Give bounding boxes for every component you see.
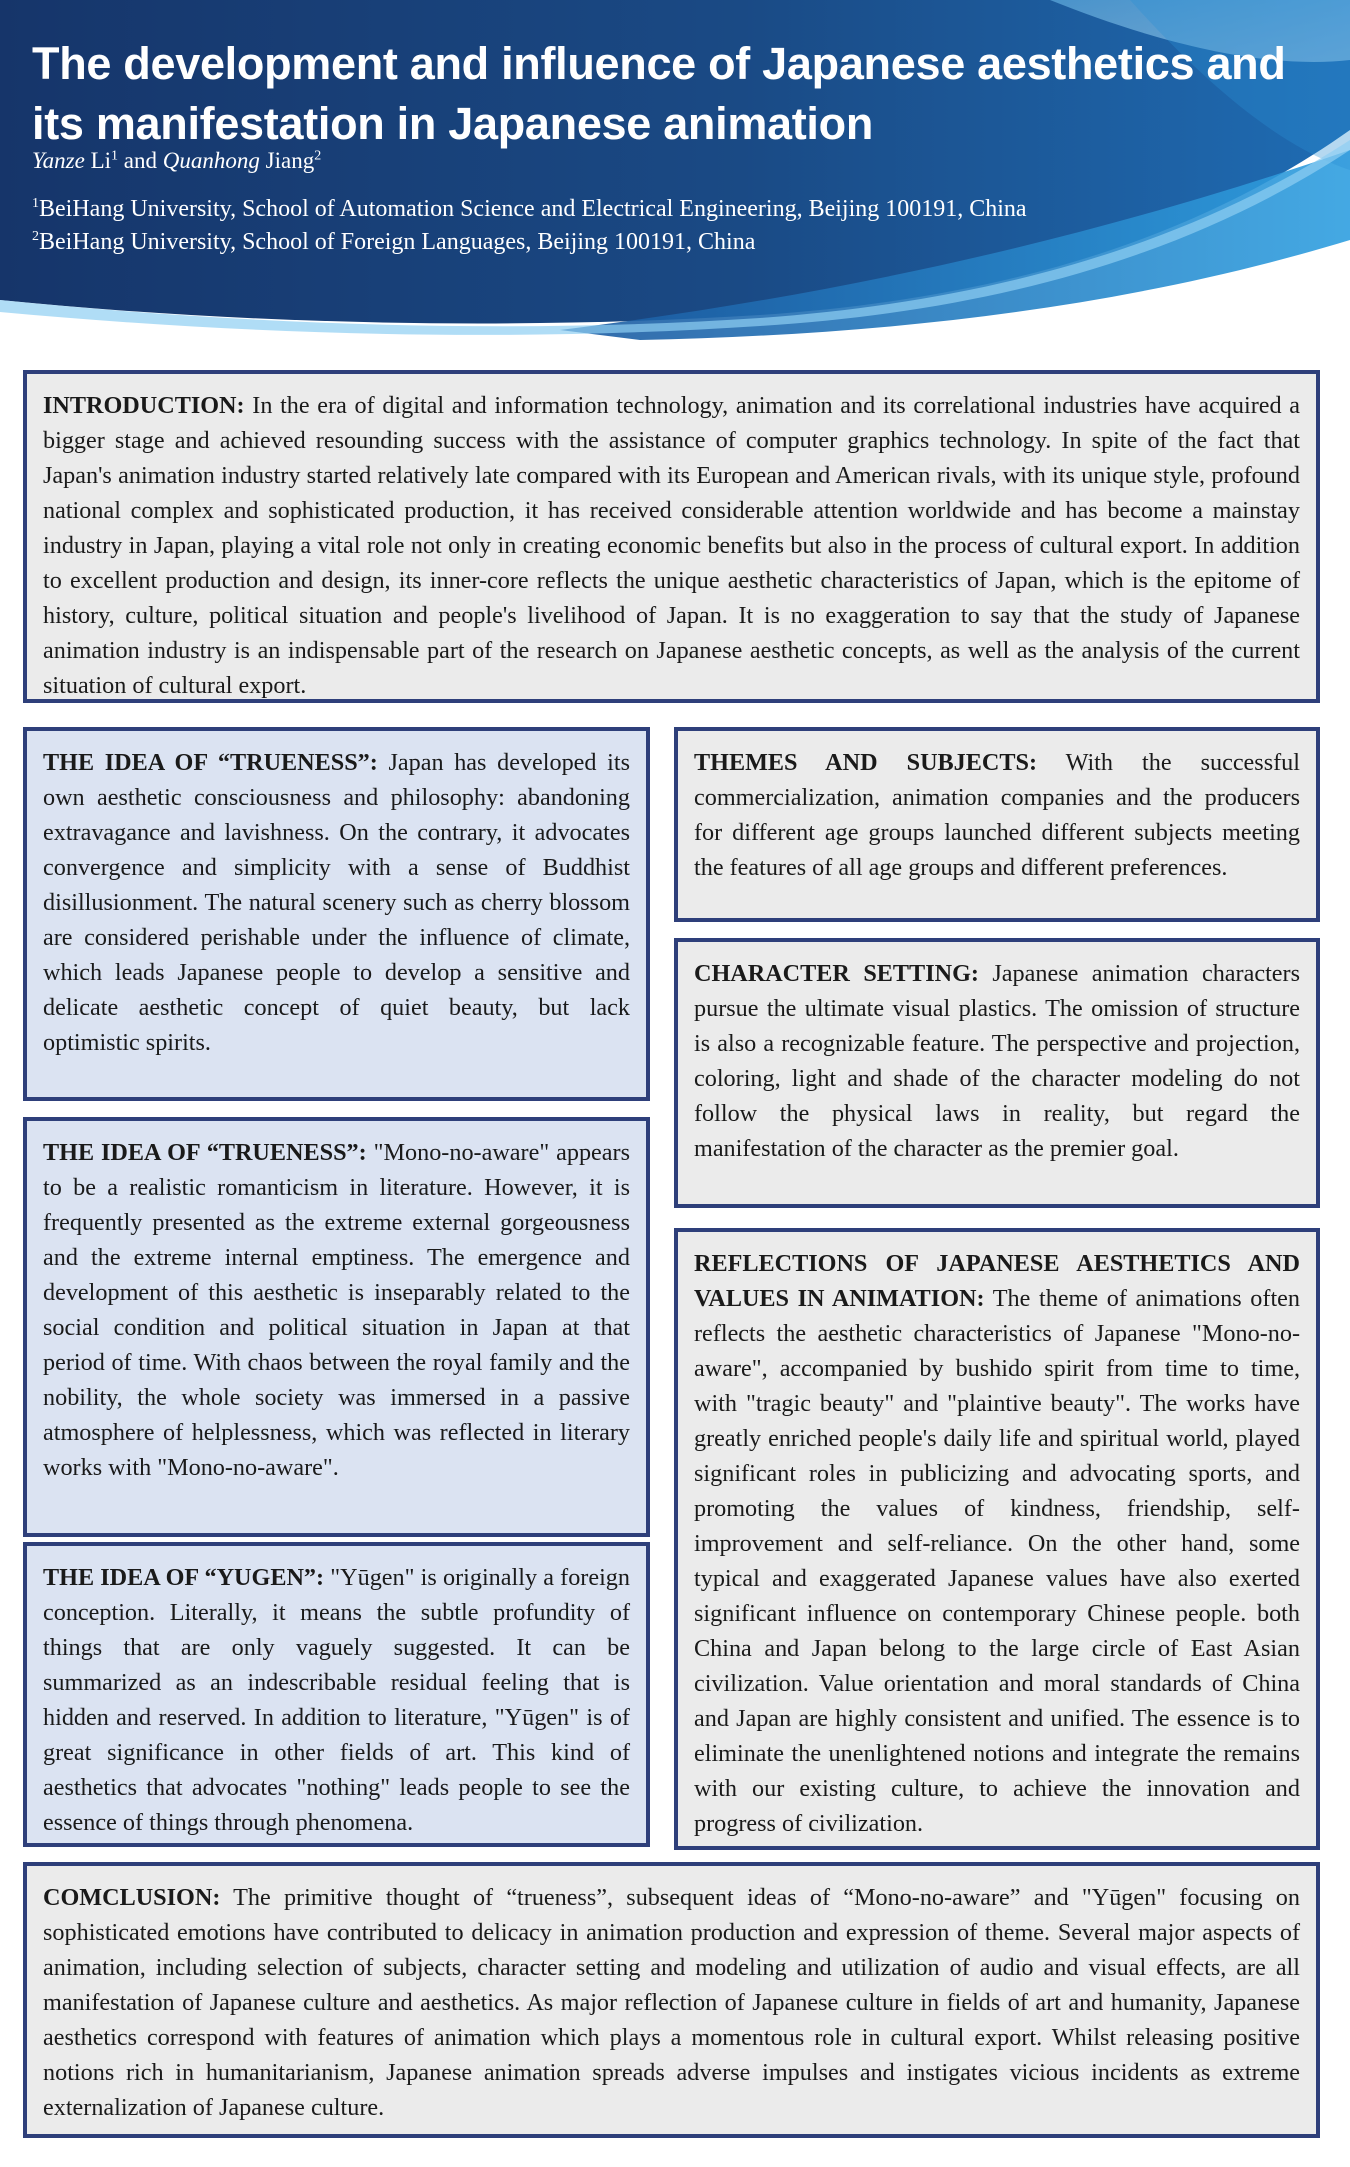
yugen-body: "Yūgen" is originally a foreign conception. Literally, it means the subtle profundity of things that are only vaguely suggested. It can be summarized as an indescribable residual feeling that is hidden and reserved. In addition to literature, "Yūgen" is of great significance in other fields of art. This kind of aesthetics that advocates "nothing" leads people to see the essence of things through phenomena. — [43, 1564, 630, 1836]
conclusion-body: The primitive thought of “trueness”, subsequent ideas of “Mono-no-aware” and "Yūgen" focusing on sophisticated emotions have contributed to delicacy in animation production and expression of theme. Several major aspects of animation, including selection of subjects, character setting and modeling and utilization of audio and visual effects, are all manifestation of Japanese culture and aesthetics. As major reflection of Japanese culture in fields of art and humanity, Japanese aesthetics correspond with features of animation which plays a momentous role in cultural export. Whilst releasing positive notions rich in humanitarianism, Japanese animation spreads adverse impulses and instigates vicious incidents as extreme externalization of Japanese culture. — [43, 1884, 1300, 2121]
author2-sup: 2 — [314, 148, 322, 164]
affiliation-2 — [32, 229, 755, 256]
introduction-section — [23, 370, 1320, 703]
affiliation-2-text: BeiHang University, School of Foreign Languages, Beijing 100191, China — [39, 229, 756, 255]
reflections-body: The theme of animations often reflects the aesthetic characteristics of Japanese "Mono-no-aware", accompanied by bushido spirit from time to time, with "tragic beauty" and "plaintive beauty". The works have greatly enriched people's daily life and spiritual world, played significant roles in publicizing and advocating sports, and promoting the values of kindness, friendship, self-improvement and self-reliance. On the other hand, some typical and exaggerated Japanese values have also exerted significant influence on contemporary Chinese people. both China and Japan belong to the large circle of East Asian civilization. Value orientation and moral standards of China and Japan are highly consistent and unified. The essence is to eliminate the unenlightened notions and integrate the remains with our existing culture, to achieve the innovation and progress of civilization. — [694, 1285, 1300, 1837]
themes-body: With the successful commercialization, animation companies and the producers for different age groups launched different subjects meeting the features of all age groups and different preferences. — [694, 749, 1300, 881]
affiliation-2-sup: 2 — [32, 229, 39, 244]
authors-and: and — [118, 148, 163, 173]
authors — [32, 148, 321, 174]
affiliation-1-text: BeiHang University, School of Automation Science and Electrical Engineering, Beijing 100191, China — [39, 196, 1027, 222]
themes-heading: THEMES AND SUBJECTS: — [694, 749, 1037, 776]
affiliation-1-sup: 1 — [32, 196, 39, 211]
themes-section — [674, 727, 1320, 922]
character-heading: CHARACTER SETTING: — [694, 960, 979, 987]
yugen-section — [23, 1542, 650, 1847]
author2-last: Jiang — [259, 148, 315, 173]
conclusion-heading: COMCLUSION: — [43, 1884, 221, 1911]
author1-sup: 1 — [111, 148, 119, 164]
trueness-1-heading: THE IDEA OF “TRUENESS”: — [43, 749, 378, 776]
trueness-2-body: "Mono-no-aware" appears to be a realistic romanticism in literature. However, it is frequently presented as the extreme external gorgeousness and the extreme internal emptiness. The emergence and development of this aesthetic is inseparably related to the social condition and political situation in Japan at that period of time. With chaos between the royal family and the nobility, the whole society was immersed in a passive atmosphere of helplessness, which was reflected in literary works with "Mono-no-aware". — [43, 1139, 630, 1481]
trueness-1-body: Japan has developed its own aesthetic consciousness and philosophy: abandoning extravagance and lavishness. On the contrary, it advocates convergence and simplicity with a sense of Buddhist disillusionment. The natural scenery such as cherry blossom are considered perishable under the influence of climate, which leads Japanese people to develop a sensitive and delicate aesthetic concept of quiet beauty, but lack optimistic spirits. — [43, 749, 630, 1056]
yugen-heading: THE IDEA OF “YUGEN”: — [43, 1564, 325, 1591]
header-banner — [0, 0, 1350, 360]
character-section — [674, 938, 1320, 1208]
page-title: The development and influence of Japanese aesthetics and its manifestation in Japanese animation — [32, 38, 1286, 149]
reflections-section — [674, 1228, 1320, 1850]
introduction-body: In the era of digital and information technology, animation and its correlational industries have acquired a bigger stage and achieved resounding success with the assistance of computer graphics technology. In spite of the fact that Japan's animation industry started relatively late compared with its European and American rivals, with its unique style, profound national complex and sophisticated production, it has received considerable attention worldwide and has become a mainstay industry in Japan, playing a vital role not only in creating economic benefits but also in the process of cultural export. In addition to excellent production and design, its inner-core reflects the unique aesthetic characteristics of Japan, which is the epitome of history, culture, political situation and people's livelihood of Japan. It is no exaggeration to say that the study of Japanese animation industry is an indispensable part of the research on Japanese aesthetic concepts, as well as the analysis of the current situation of cultural export. — [43, 392, 1300, 699]
author1-first: Yanze — [32, 148, 85, 173]
author1-last: Li — [84, 148, 112, 173]
conclusion-section — [23, 1862, 1320, 2138]
reflections-heading: REFLECTIONS OF JAPANESE AESTHETICS AND VALUES IN ANIMATION: — [694, 1250, 1300, 1312]
trueness-section-1 — [23, 727, 650, 1101]
trueness-section-2 — [23, 1117, 650, 1537]
character-body: Japanese animation characters pursue the ultimate visual plastics. The omission of structure is also a recognizable feature. The perspective and projection, coloring, light and shade of the character modeling do not follow the physical laws in reality, but regard the manifestation of the character as the premier goal. — [694, 960, 1300, 1162]
introduction-heading: INTRODUCTION: — [43, 392, 245, 419]
affiliation-1 — [32, 196, 1027, 223]
author2-first: Quanhong — [162, 148, 260, 173]
trueness-2-heading: THE IDEA OF “TRUENESS”: — [43, 1139, 367, 1166]
